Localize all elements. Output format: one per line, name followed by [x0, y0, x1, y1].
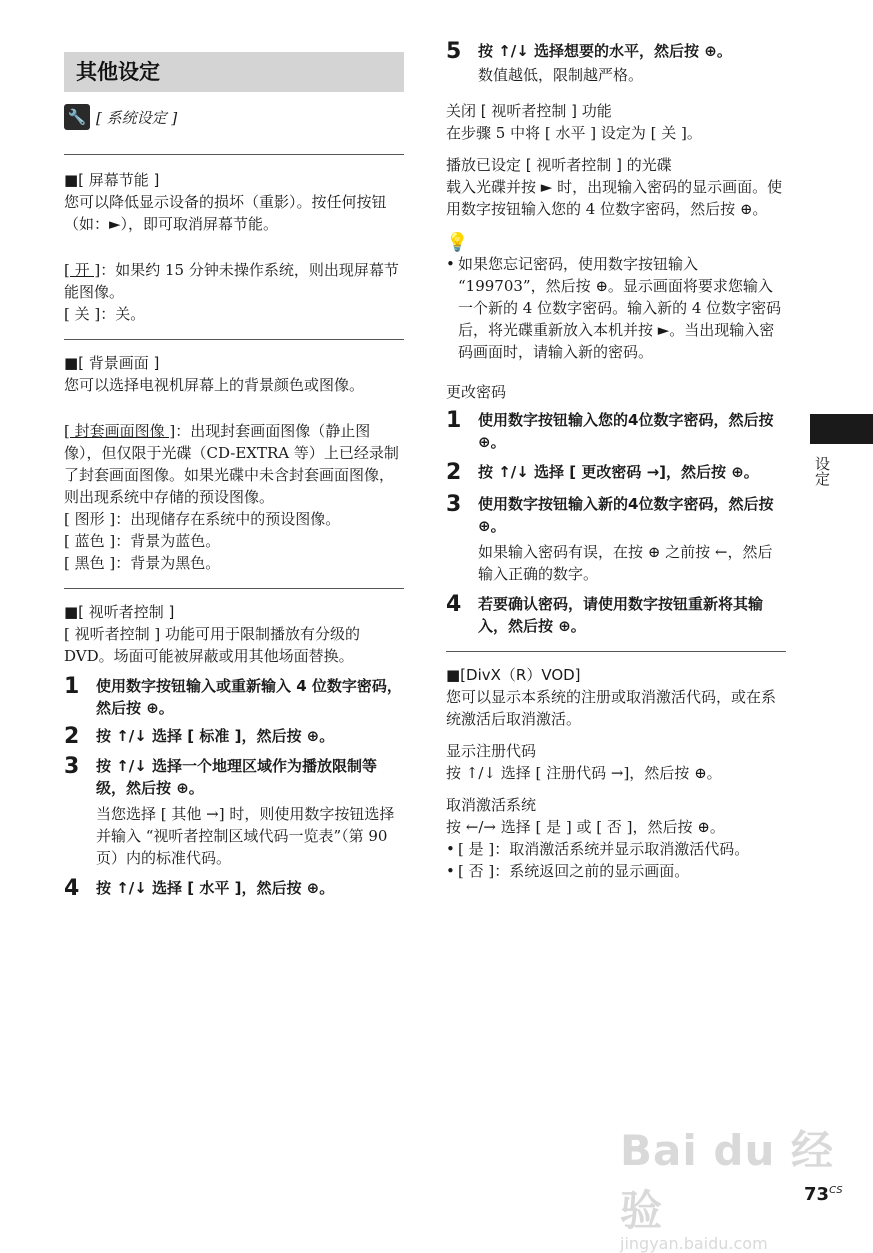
page-number: $73^{CS}$ [804, 1184, 843, 1205]
parental-step-5: 5 按 ↑/↓ 选择想要的水平，然后按 ⊕。 [446, 39, 732, 64]
parental-step-3: 3 按 ↑/↓ 选择一个地理区域作为播放限制等级，然后按 ⊕。 [64, 754, 378, 797]
background-opt2: [ 图形 ]：出现储存在系统中的预设图像。 [64, 510, 341, 528]
screensaver-desc: 您可以降低显示设备的损坏（重影）。按任何按钮 （如：►），即可取消屏幕节能。 [64, 193, 387, 233]
parental-step-3-note: 当您选择 [ 其他 →] 时，则使用数字按钮选择并输入 “视听者控制区域代码一览表”（第 90 页）内的标准代码。 [96, 805, 395, 867]
deactivate-yes: • [ 是 ]：取消激活系统并显示取消激活代码。 [446, 840, 750, 858]
watermark-logo: Bai du 经验 [620, 1126, 834, 1235]
wrench-icon: 🔧 [64, 104, 90, 130]
divx-desc: 您可以显示本系统的注册或取消激活代码，或在系统激活后取消激活。 [446, 688, 777, 728]
side-tab [810, 414, 873, 444]
tip-icon: 💡 [446, 232, 469, 253]
deactivate-desc: 按 ←/→ 选择 [ 是 ] 或 [ 否 ]，然后按 ⊕。 [446, 818, 725, 836]
play-disc-desc: 载入光碟并按 ► 时，出现输入密码的显示画面。使用数字按钮输入您的 4 位数字密码，然后按 ⊕。 [446, 178, 783, 218]
change-pw-step-3: 3 使用数字按钮输入新的4位数字密码，然后按 ⊕。 [446, 492, 774, 535]
deactivate-no: • [ 否 ]：系统返回之前的显示画面。 [446, 862, 690, 880]
change-pw-step-2: 2 按 ↑/↓ 选择 [ 更改密码 →]，然后按 ⊕。 [446, 460, 759, 485]
watermark-url: jingyan.baidu.com [620, 1234, 768, 1253]
screensaver-heading: ■[ 屏幕节能 ] [64, 171, 160, 189]
divx-heading: ■[DivX（R）VOD] [446, 666, 581, 684]
change-password-heading: 更改密码 [446, 383, 507, 401]
right-column [446, 40, 786, 882]
side-label: 设定 [813, 456, 831, 486]
background-heading: ■[ 背景画面 ] [64, 354, 160, 372]
deactivate-heading: 取消激活系统 [446, 796, 537, 814]
reg-code-heading: 显示注册代码 [446, 742, 537, 760]
parental-step-5-note: 数值越低，限制越严格。 [478, 66, 644, 84]
background-opt1: [ 封套画面图像 ]：出现封套画面图像（静止图像），但仅限于光碟（CD-EXTRA 等）上已经录制了封套画面图像。如果光碟中未含封套画面图像，则出现系统中存储的预设图像。 [64, 422, 399, 506]
turn-off-desc: 在步骤 5 中将 [ 水平 ] 设定为 [ 关 ]。 [446, 124, 702, 142]
tip-text: • 如果您忘记密码，使用数字按钮输入 “199703”，然后按 ⊕。显示画面将要求您输入一个新的 4 位数字密码。输入新的 4 位数字密码后，将光碟重新放入本机并按 ►。当出现输入密码画面时，请输入新的密码。 [446, 255, 782, 361]
reg-code-desc: 按 ↑/↓ 选择 [ 注册代码 →]，然后按 ⊕。 [446, 764, 722, 782]
background-opt3: [ 蓝色 ]：背景为蓝色。 [64, 532, 221, 550]
change-pw-step-4: 4 若要确认密码，请使用数字按钮重新将其输入，然后按 ⊕。 [446, 592, 764, 635]
parental-step-2: 2 按 ↑/↓ 选择 [ 标准 ]，然后按 ⊕。 [64, 724, 335, 749]
play-disc-heading: 播放已设定 [ 视听者控制 ] 的光碟 [446, 156, 672, 174]
screensaver-off: [ 关 ]：关。 [64, 305, 146, 323]
section-title: 其他设定 [64, 52, 404, 92]
breadcrumb [64, 102, 404, 132]
background-desc: 您可以选择电视机屏幕上的背景颜色或图像。 [64, 376, 365, 394]
parental-step-1: 1 使用数字按钮输入或重新输入 4 位数字密码，然后按 ⊕。 [64, 674, 402, 717]
left-column [64, 52, 404, 901]
screensaver-on: [ 开 ]：如果约 15 分钟未操作系统，则出现屏幕节能图像。 [64, 261, 399, 301]
parental-heading: ■[ 视听者控制 ] [64, 603, 175, 621]
turn-off-heading: 关闭 [ 视听者控制 ] 功能 [446, 102, 612, 120]
background-opt4: [ 黑色 ]：背景为黑色。 [64, 554, 221, 572]
parental-desc: [ 视听者控制 ] 功能可用于限制播放有分级的 DVD。场面可能被屏蔽或用其他场面替换。 [64, 625, 361, 665]
change-pw-step-3-note: 如果输入密码有误，在按 ⊕ 之前按 ←，然后输入正确的数字。 [478, 543, 773, 583]
change-pw-step-1: 1 使用数字按钮输入您的4位数字密码，然后按 ⊕。 [446, 408, 774, 451]
breadcrumb-text: [ 系统设定 ] [96, 108, 178, 127]
parental-step-4: 4 按 ↑/↓ 选择 [ 水平 ]，然后按 ⊕。 [64, 876, 335, 901]
